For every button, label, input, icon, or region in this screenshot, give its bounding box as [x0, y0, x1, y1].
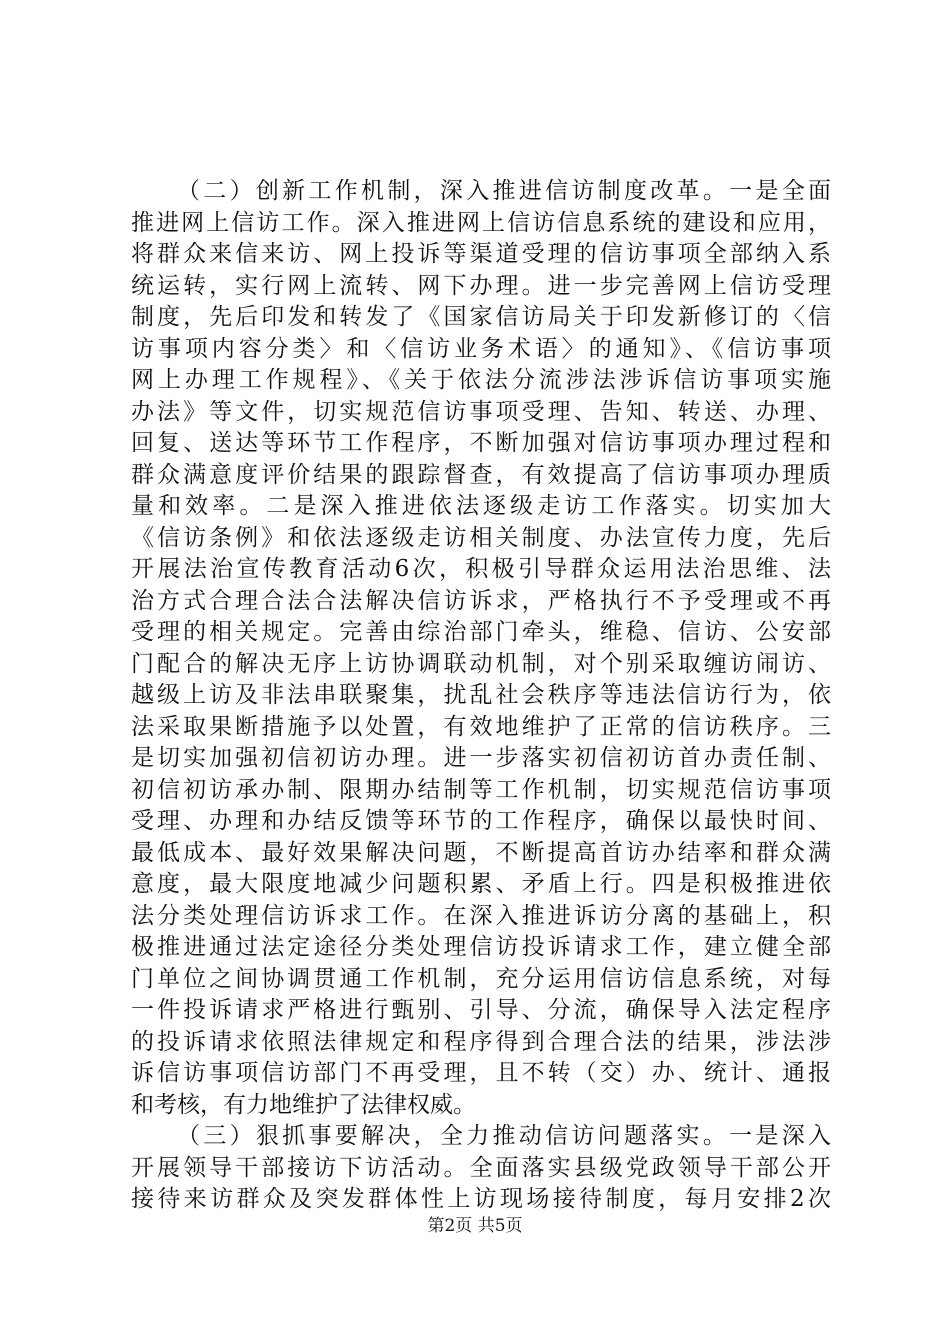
paragraph-line: 群众满意度评价结果的跟踪督查，有效提高了信访事项办理质 [131, 461, 831, 488]
paragraph-line: 《信访条例》和依法逐级走访相关制度、办法宣传力度，先后 [131, 524, 831, 551]
paragraph-line: 极推进通过法定途径分类处理信访投诉请求工作，建立健全部 [131, 934, 831, 960]
paragraph-line: 回复、送达等环节工作程序，不断加强对信访事项办理过程和 [131, 430, 831, 456]
paragraph-line: 初信初访承办制、限期办结制等工作机制，切实规范信访事项 [131, 776, 831, 803]
paragraph-line: 意度，最大限度地减少问题积累、矛盾上行。四是积极推进依 [131, 871, 831, 897]
paragraph-line: 的投诉请求依照法律规定和程序得到合理合法的结果，涉法涉 [131, 1028, 831, 1055]
paragraph-line: 统运转，实行网上流转、网下办理。进一步完善网上信访受理 [131, 272, 831, 299]
paragraph-line: （二）创新工作机制，深入推进信访制度改革。一是全面 [177, 178, 831, 204]
paragraph-line: 门单位之间协调贯通工作机制，充分运用信访信息系统，对每 [131, 965, 831, 992]
paragraph-line: 是切实加强初信初访办理。进一步落实初信初访首办责任制、 [131, 745, 831, 771]
paragraph-line: 制度，先后印发和转发了《国家信访局关于印发新修订的〈信 [131, 304, 831, 330]
paragraph-line: 门配合的解决无序上访协调联动机制，对个别采取缠访闹访、 [131, 650, 831, 677]
paragraph-line: 网上办理工作规程》、《关于依法分流涉法涉诉信访事项实施 [131, 367, 831, 393]
paragraph-line: 推进网上信访工作。深入推进网上信访信息系统的建设和应用， [131, 209, 831, 236]
paragraph-line: 和考核，有力地维护了法律权威。 [131, 1091, 476, 1118]
paragraph-line: 开展领导干部接访下访活动。全面落实县级党政领导干部公开 [131, 1154, 831, 1181]
paragraph-line: 诉信访事项信访部门不再受理，且不转（交）办、统计、通报 [131, 1060, 831, 1086]
paragraph-line: 治方式合理合法合法解决信访诉求，严格执行不予受理或不再 [131, 587, 831, 614]
paragraph-line: 办法》等文件，切实规范信访事项受理、告知、转送、办理、 [131, 398, 831, 425]
document-body [131, 176, 831, 1216]
paragraph-line: 开展法治宣传教育活动6次，积极引导群众运用法治思维、法 [131, 556, 831, 582]
page-number-footer: 第2页 共5页 [427, 1216, 523, 1236]
paragraph-line: 接待来访群众及突发群体性上访现场接待制度，每月安排2次 [131, 1186, 831, 1212]
paragraph-line: （三）狠抓事要解决，全力推动信访问题落实。一是深入 [177, 1123, 831, 1149]
paragraph-line: 一件投诉请求严格进行甄别、引导、分流，确保导入法定程序 [131, 997, 831, 1023]
paragraph-line: 越级上访及非法串联聚集，扰乱社会秩序等违法信访行为，依 [131, 682, 831, 708]
paragraph-line: 受理、办理和办结反馈等环节的工作程序，确保以最快时间、 [131, 808, 831, 834]
paragraph-line: 将群众来信来访、网上投诉等渠道受理的信访事项全部纳入系 [131, 241, 831, 267]
paragraph-line: 法分类处理信访诉求工作。在深入推进诉访分离的基础上，积 [131, 902, 831, 929]
paragraph-line: 法采取果断措施予以处置，有效地维护了正常的信访秩序。三 [131, 713, 831, 740]
paragraph-line: 量和效率。二是深入推进依法逐级走访工作落实。切实加大 [131, 493, 831, 519]
paragraph-line: 访事项内容分类〉和〈信访业务术语〉的通知》、《信访事项 [131, 335, 831, 362]
paragraph-line: 最低成本、最好效果解决问题，不断提高首访办结率和群众满 [131, 839, 831, 866]
paragraph-line: 受理的相关规定。完善由综治部门牵头，维稳、信访、公安部 [131, 619, 831, 645]
